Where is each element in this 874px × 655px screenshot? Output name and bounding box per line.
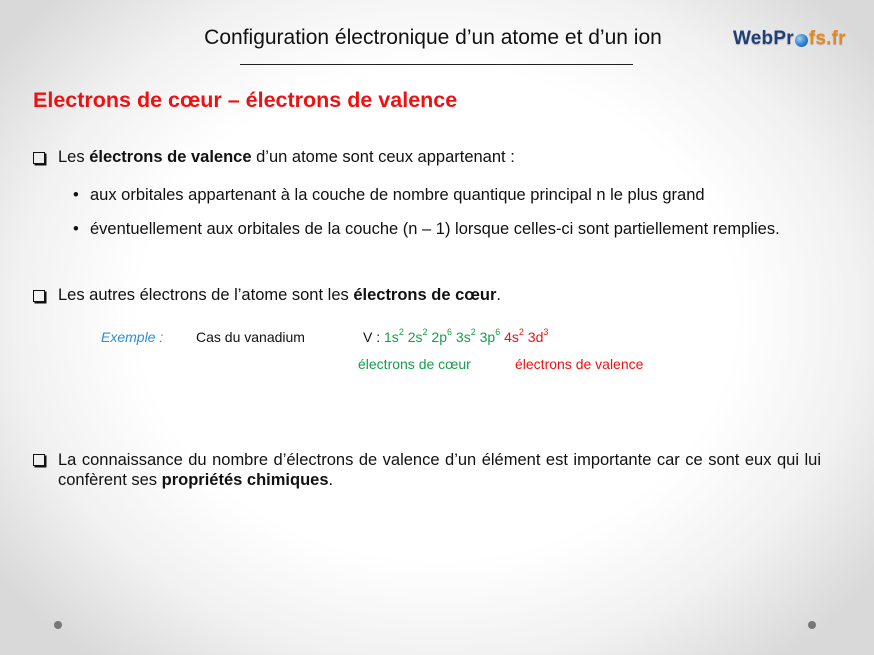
sub-bullet-text: aux orbitales appartenant à la couche de nombre quantique principal n le plus grand xyxy=(90,186,705,204)
orbital-term xyxy=(480,329,504,345)
example-label: Exemple : xyxy=(101,329,164,345)
orbital-label: 2p xyxy=(431,329,447,345)
checkbox-bullet-icon xyxy=(33,152,45,164)
example-case: Cas du vanadium xyxy=(196,329,305,345)
legend-valence-electrons: électrons de valence xyxy=(515,356,644,372)
orbital-term xyxy=(408,329,432,345)
checkbox-bullet-icon xyxy=(33,290,45,302)
globe-icon xyxy=(795,34,808,47)
bullet-core xyxy=(33,286,501,305)
bullet-dot-icon: • xyxy=(73,186,79,204)
checkbox-bullet-icon xyxy=(33,454,45,466)
bullet-text xyxy=(58,286,501,305)
text-post: . xyxy=(496,286,501,304)
sub-bullet-1 xyxy=(73,186,705,205)
bullet-valence xyxy=(33,148,515,167)
orbital-label: 3d xyxy=(527,329,544,345)
orbital-term xyxy=(528,329,549,345)
electron-count: 6 xyxy=(495,327,501,338)
nav-dot-right[interactable] xyxy=(808,621,816,629)
text-pre: La connaissance du nombre d’électrons de valence d’un élément est importante car ce sont eux qui lui confèrent ses xyxy=(58,451,821,489)
text-post: d’un atome sont ceux appartenant : xyxy=(251,148,515,166)
legend-core-electrons: électrons de cœur xyxy=(358,356,471,372)
title-underline xyxy=(240,64,633,65)
electron-count: 3 xyxy=(543,327,549,338)
orbital-term xyxy=(504,329,528,345)
text-bold: électrons de cœur xyxy=(353,286,497,304)
text-post: . xyxy=(328,471,334,489)
text-pre: Les xyxy=(58,148,90,166)
text-pre: Les autres électrons de l’atome sont les xyxy=(58,286,354,304)
orbital-term xyxy=(456,329,480,345)
sub-bullet-text: éventuellement aux orbitales de la couche (n – 1) lorsque celles-ci sont partiellement remplies. xyxy=(90,220,780,238)
page-title: Configuration électronique d’un atome et d’un ion xyxy=(204,26,662,49)
electron-count: 2 xyxy=(470,327,476,338)
bullet-dot-icon: • xyxy=(73,220,79,238)
electron-count: 2 xyxy=(398,327,404,338)
logo-text-1: WebPr xyxy=(733,28,794,49)
orbital-term xyxy=(431,329,455,345)
electron-count: 2 xyxy=(518,327,524,338)
bullet-text xyxy=(58,148,515,167)
orbital-label: 3s xyxy=(455,329,471,345)
orbital-term xyxy=(384,329,408,345)
bullet-text xyxy=(58,450,821,490)
bullet-importance xyxy=(33,450,821,490)
orbital-label: 2s xyxy=(407,329,423,345)
electron-count: 6 xyxy=(447,327,453,338)
nav-dot-left[interactable] xyxy=(54,621,62,629)
electron-count: 2 xyxy=(422,327,428,338)
text-bold: électrons de valence xyxy=(89,148,252,166)
logo-text-2: fs.fr xyxy=(808,28,846,49)
valence-orbitals xyxy=(504,329,548,345)
text-bold: propriétés chimiques xyxy=(161,471,329,489)
core-orbitals xyxy=(384,329,504,345)
orbital-label: 3p xyxy=(479,329,496,345)
webprofs-logo[interactable] xyxy=(733,28,846,50)
orbital-label: 4s xyxy=(504,329,519,345)
element-symbol: V : xyxy=(363,329,385,345)
electron-configuration xyxy=(363,329,548,345)
sub-bullet-2 xyxy=(73,220,780,239)
orbital-label: 1s xyxy=(384,329,399,345)
section-title: Electrons de cœur – électrons de valence xyxy=(33,88,458,112)
